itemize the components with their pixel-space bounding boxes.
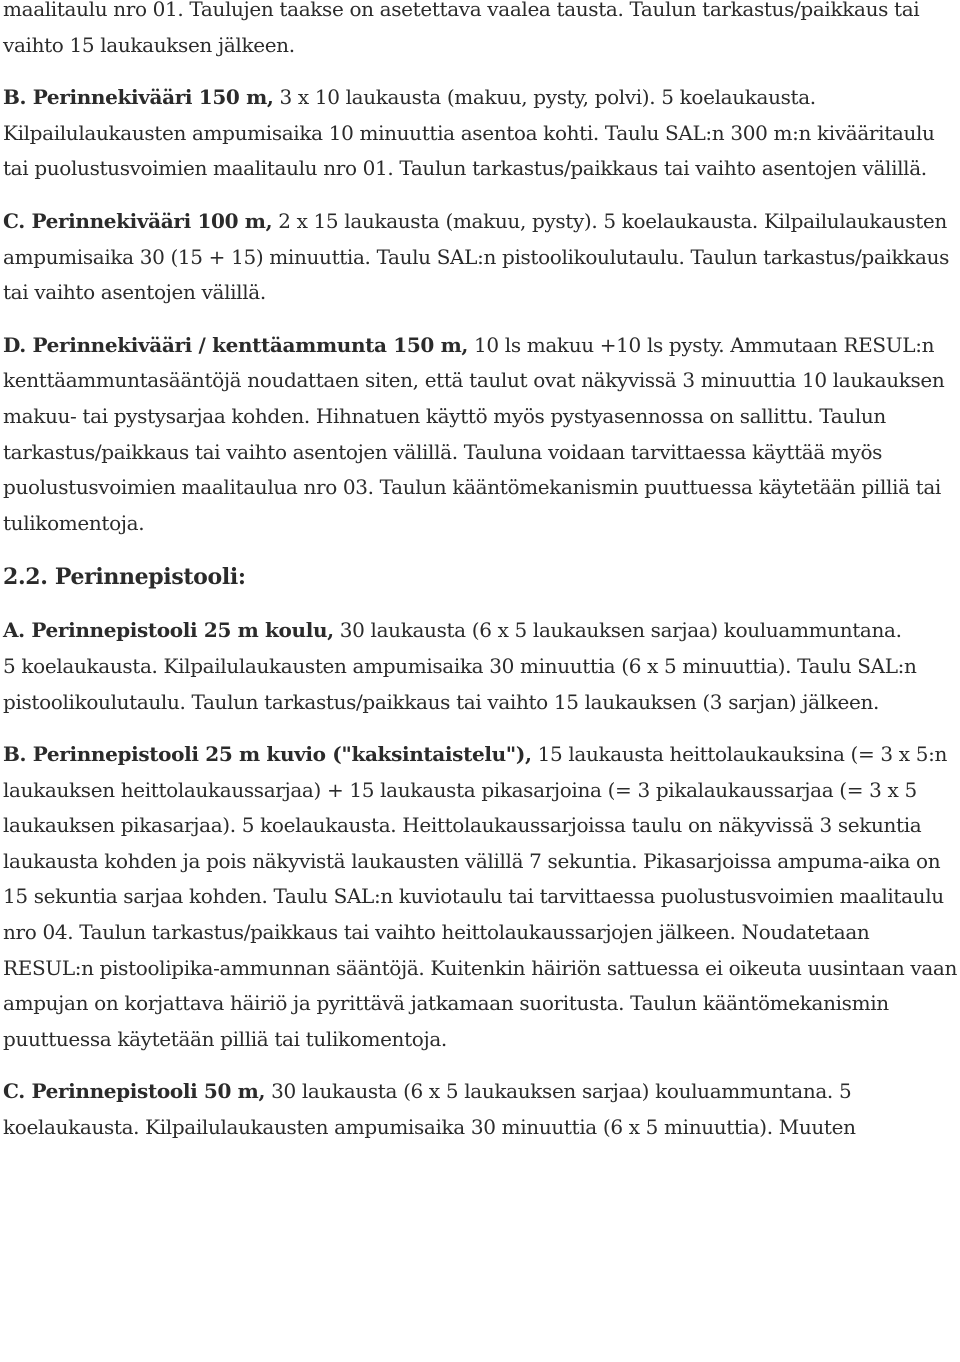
rifle-c-text: 2 x 15 laukausta (makuu, pysty). 5 koelaukausta. Kilpailulaukausten ampumisaika 30 (15 + 15) minuuttia. Taulu SAL:n pistoolikoulutaulu. Taulun tarkastus/paikkaus tai vaihto asentojen välillä. [3,208,950,305]
rifle-b-text: 3 x 10 laukausta (makuu, pysty, polvi). 5 koelaukausta. Kilpailulaukausten ampumisaika 10 minuuttia asentoa kohti. Taulu SAL:n 300 m:n kivääritaulu tai puolustusvoimien maalitaulu nro 01. Taulun tarkastus/paikkaus tai vaihto asentojen välillä. [3,85,935,181]
pistol-a-text2: 5 koelaukausta. Kilpailulaukausten ampumisaika 30 minuuttia (6 x 5 minuuttia). Taulu SAL:n pistoolikoulutaulu. Taulun tarkastus/paikkaus tai vaihto 15 laukauksen (3 sarjan) jälkeen. [3,653,917,714]
rifle-d-paragraph [3,328,958,542]
pistol-b-paragraph [3,737,958,1057]
pistol-a-paragraph [3,613,958,720]
pistol-c-text: 30 laukausta (6 x 5 laukauksen sarjaa) kouluammuntana. 5 koelaukausta. Kilpailulaukausten ampumisaika 30 minuuttia (6 x 5 minuuttia). Muuten [3,1079,856,1140]
section-heading: 2.2. Perinnepistooli: [3,564,246,591]
rifle-b-lead: B. Perinnekivääri 150 m, [3,85,274,110]
rifle-d-lead: D. Perinnekivääri / kenttäammunta 150 m, [3,332,469,357]
pistol-a-lead: A. Perinnepistooli 25 m koulu, [3,618,334,643]
rifle-c-paragraph [3,204,958,311]
rifle-d-text: 10 ls makuu +10 ls pysty. Ammutaan RESUL:n kenttäammuntasääntöjä noudattaen siten, että taulut ovat näkyvissä 3 minuuttia 10 laukauksen makuu- tai pystysarjaa kohden. Hihnatuen käyttö myös pystyasennossa on sallittu. Taulun tarkastus/paikkaus tai vaihto asentojen välillä. Tauluna voidaan tarvittaessa käyttää myös puolustusvoimien maalitaulua nro 03. Taulun kääntömekanismin puuttuessa käytetään pilliä tai tulikomentoja. [3,332,945,535]
intro-text: maalitaulu nro 01. Taulujen taakse on asetettava vaalea tausta. Taulun tarkastus/paikkaus tai vaihto 15 laukauksen jälkeen. [3,0,920,57]
pistol-a-text1: 30 laukausta (6 x 5 laukauksen sarjaa) kouluammuntana. [333,618,902,643]
pistol-b-text: 15 laukausta heittolaukauksina (= 3 x 5:n laukauksen heittolaukaussarjaa) + 15 laukausta pikasarjoina (= 3 pikalaukaussarjaa (= 3 x 5 laukauksen pikasarjaa). 5 koelaukausta. Heittolaukaussarjoissa taulu on näkyvissä 3 sekuntia laukausta kohden ja pois näkyvistä laukausten välillä 7 sekuntia. Pikasarjoissa ampuma-aika on 15 sekuntia sarjaa kohden. Taulu SAL:n kuviotaulu tai tarvittaessa puolustusvoimien maalitaulu nro 04. Taulun tarkastus/paikkaus tai vaihto heittolaukaussarjojen jälkeen. Noudatetaan RESUL:n pistoolipika-ammunnan sääntöjä. Kuitenkin häiriön sattuessa ei oikeuta uusintaan vaan ampujan on korjattava häiriö ja pyrittävä jatkamaan suoritusta. Taulun kääntömekanismin puuttuessa käytetään pilliä tai tulikomentoja. [3,742,958,1051]
document-page [3,0,958,1163]
pistol-b-lead: B. Perinnepistooli 25 m kuvio ("kaksintaistelu"), [3,742,532,767]
rifle-b-paragraph [3,80,958,187]
pistol-c-paragraph [3,1074,958,1145]
pistol-c-lead: C. Perinnepistooli 50 m, [3,1079,266,1104]
rifle-c-lead: C. Perinnekivääri 100 m, [3,208,273,233]
intro-paragraph [3,0,958,63]
